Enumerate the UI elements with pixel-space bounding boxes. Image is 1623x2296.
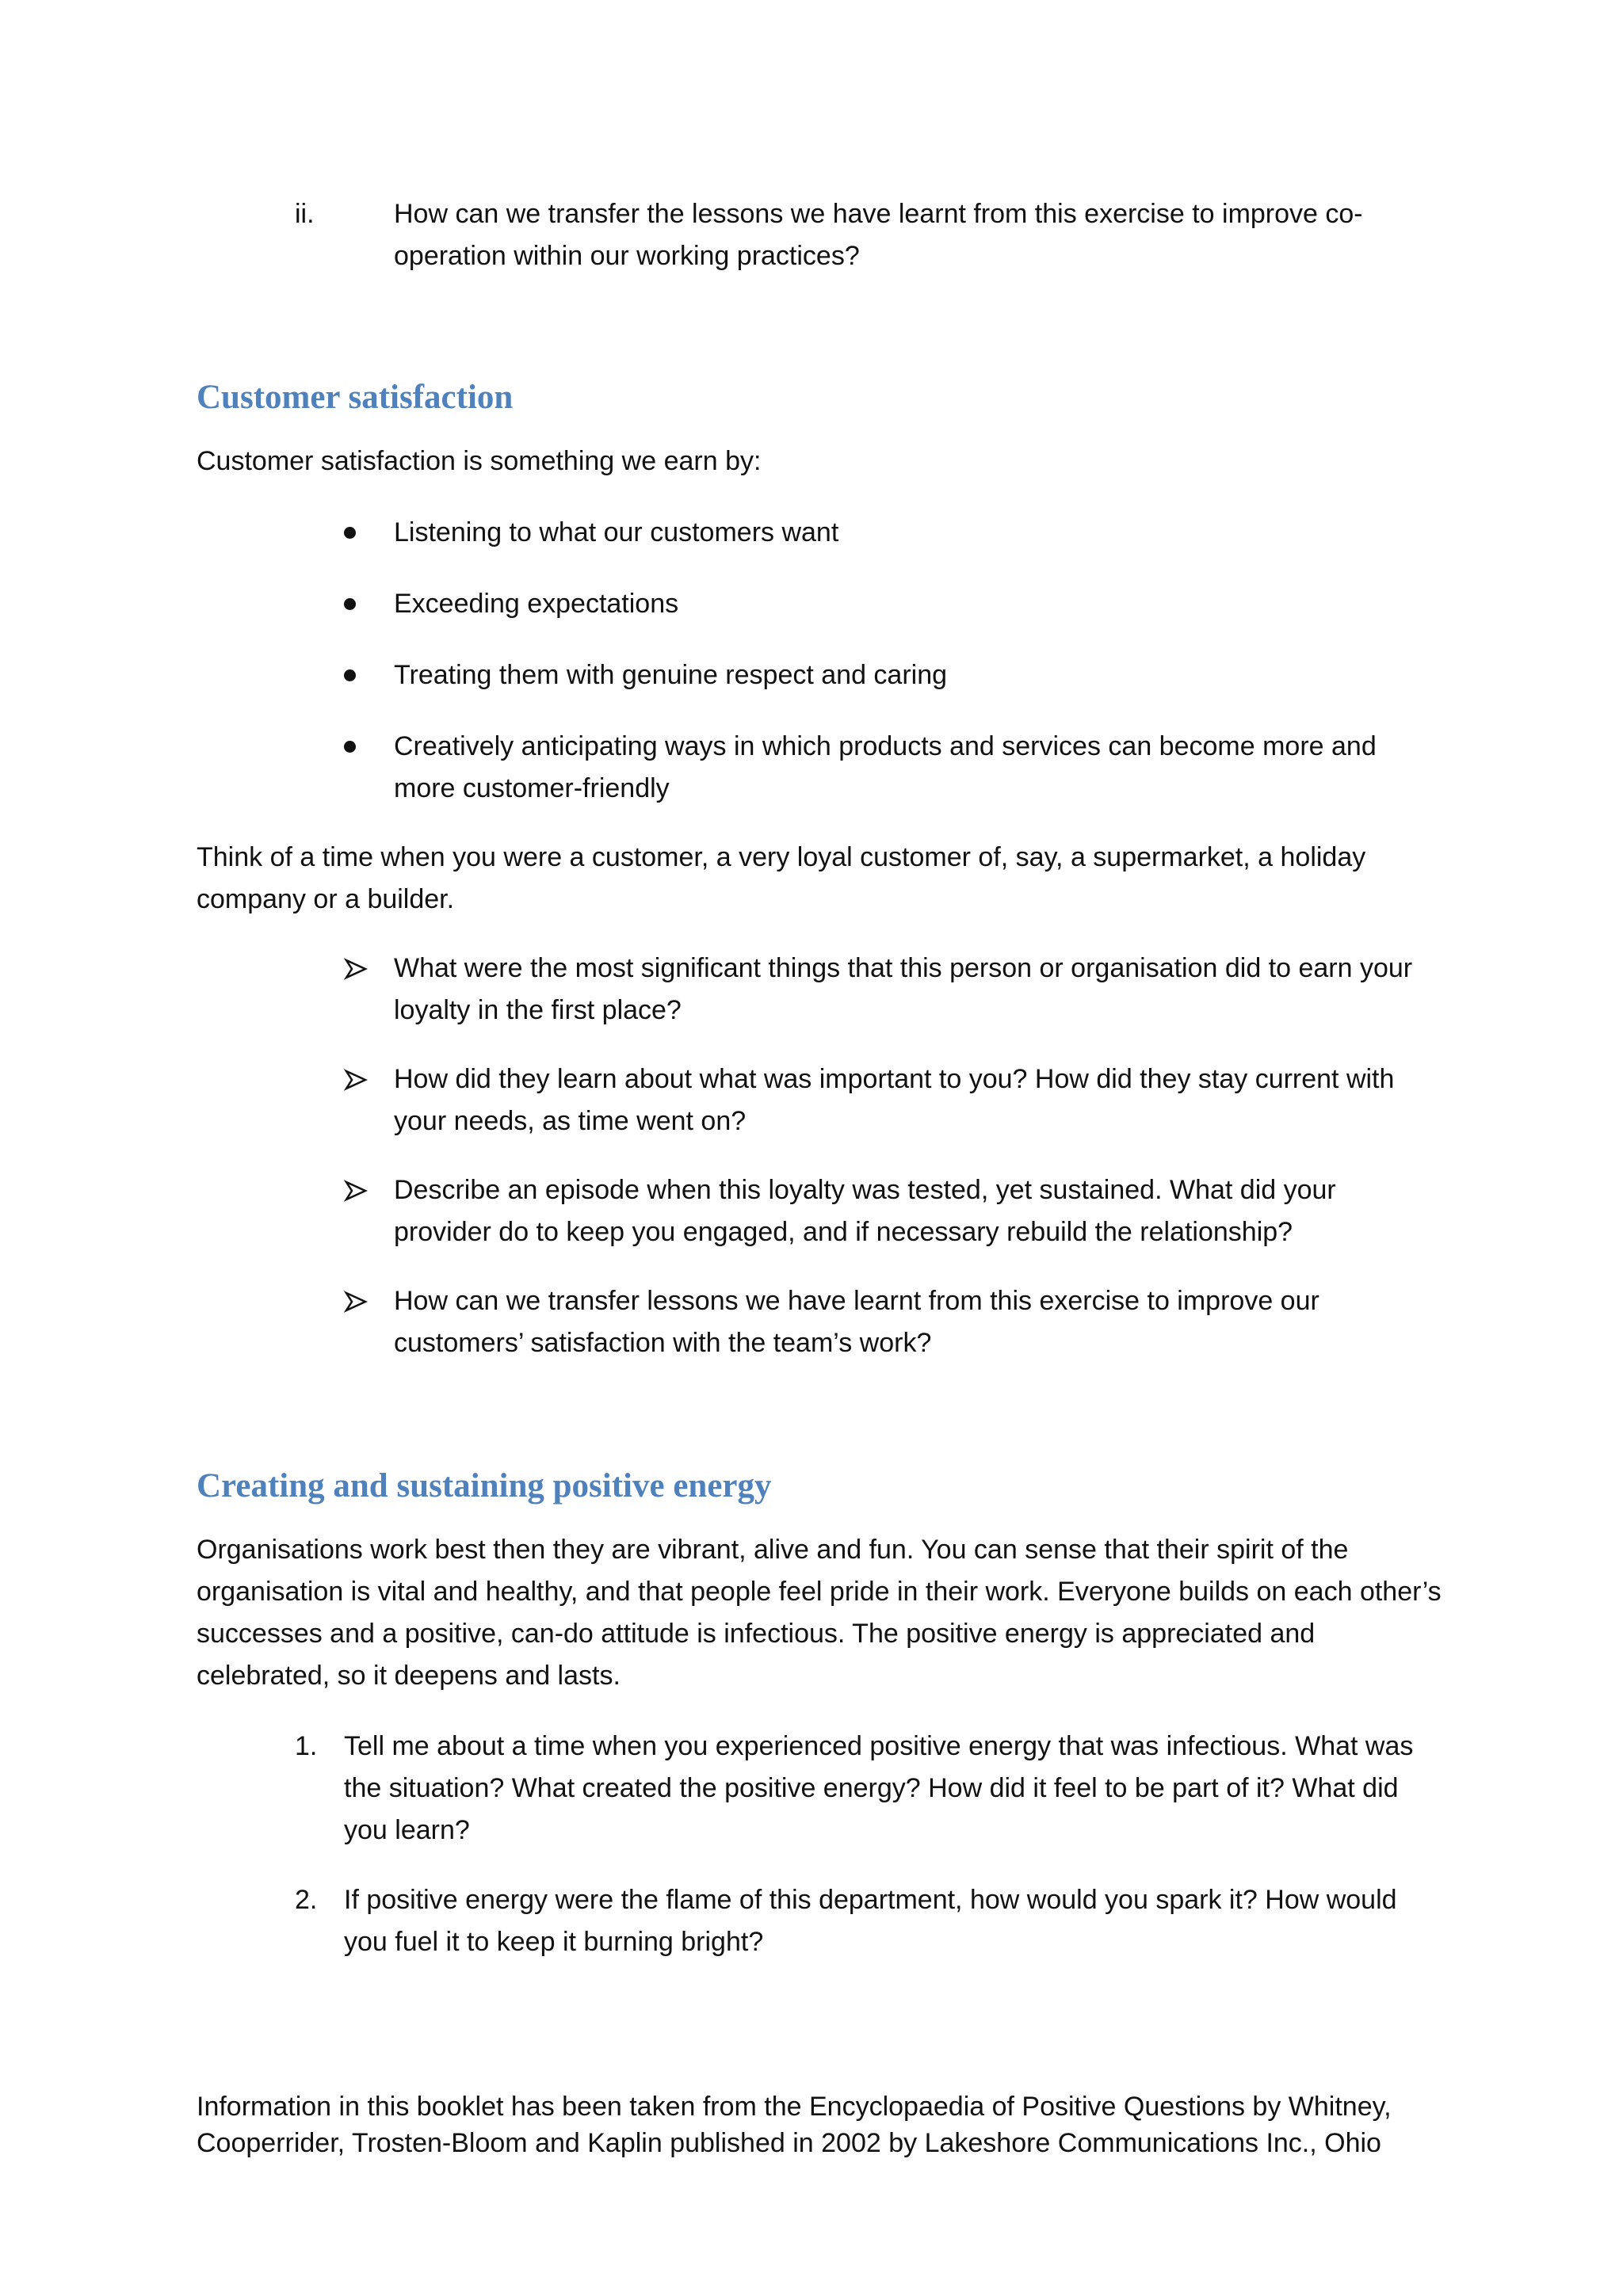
bullet-item-text: Creatively anticipating ways in which products and services can become more and more customer-friendly (394, 731, 1377, 803)
list-marker: 2. (295, 1885, 318, 1915)
list-marker: ii. (295, 199, 315, 229)
arrowhead-icon (344, 957, 368, 981)
section-paragraph: Think of a time when you were a customer, a very loyal customer of, say, a supermarket, a holiday company or a builder. (197, 842, 1366, 914)
list-item-text: How can we transfer the lessons we have learnt from this exercise to improve co-operation within our working practices? (394, 199, 1363, 271)
numbered-item-text: If positive energy were the flame of this department, how would you spark it? How would you fuel it to keep it burning bright? (344, 1885, 1397, 1957)
question-item-text: How can we transfer lessons we have learnt from this exercise to improve our customers’ satisfaction with the team’s work? (394, 1286, 1319, 1358)
question-item-text: Describe an episode when this loyalty was tested, yet sustained. What did your provider do to keep you engaged, and if necessary rebuild the relationship? (394, 1175, 1336, 1247)
arrowhead-icon (344, 1179, 368, 1203)
bullet-dot-icon (344, 741, 356, 753)
section-lead-text: Customer satisfaction is something we earn by: (197, 446, 762, 476)
bullet-item-text: Treating them with genuine respect and caring (394, 660, 948, 690)
list-marker: 1. (295, 1731, 318, 1761)
bullet-dot-icon (344, 527, 356, 539)
section-heading-positive-energy: Creating and sustaining positive energy (197, 1467, 772, 1505)
bullet-item-text: Exceeding expectations (394, 589, 679, 619)
bullet-dot-icon (344, 669, 356, 681)
question-item-text: How did they learn about what was important to you? How did they stay current with your needs, as time went on? (394, 1064, 1395, 1136)
arrowhead-icon (344, 1068, 368, 1092)
section-paragraph: Organisations work best then they are vibrant, alive and fun. You can sense that their spirit of the organisation is vital and healthy, and that people feel pride in their work. Everyone builds on each other’s successes and a positive, can-do attitude is infectious. The positive energy is appreciated and celebrated, so it deepens and lasts. (197, 1535, 1442, 1691)
question-item-text: What were the most significant things that this person or organisation did to earn your loyalty in the first place? (394, 953, 1413, 1025)
bullet-dot-icon (344, 598, 356, 610)
numbered-item-text: Tell me about a time when you experienced positive energy that was infectious. What was the situation? What created the positive energy? How did it feel to be part of it? What did you learn? (344, 1731, 1414, 1845)
bullet-item-text: Listening to what our customers want (394, 517, 839, 547)
arrowhead-icon (344, 1290, 368, 1314)
section-heading-customer-satisfaction: Customer satisfaction (197, 379, 514, 416)
footer-note: Information in this booklet has been taken from the Encyclopaedia of Positive Questions by Whitney, Cooperrider, Trosten-Bloom and Kaplin published in 2002 by Lakeshore Communications Inc., Ohio (197, 2092, 1392, 2158)
